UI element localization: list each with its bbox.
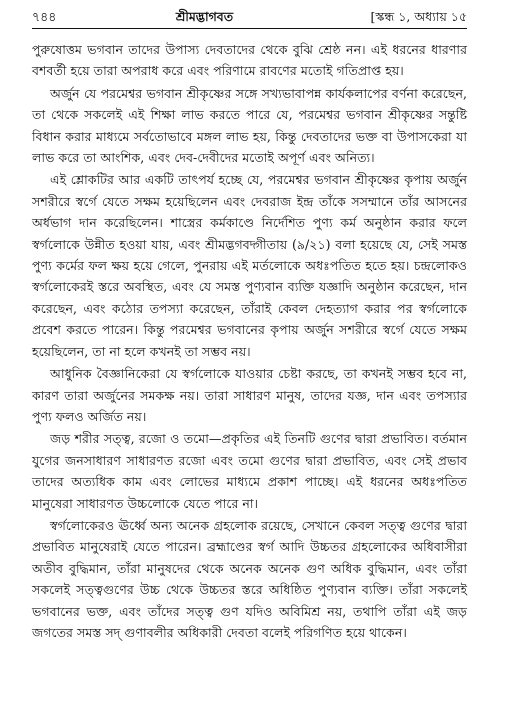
paragraph: স্বর্গলোকেরও ঊর্ধ্বে অন্য অনেক গ্রহলোক রয়েছে, সেখানে কেবল সত্ত্ব গুণের দ্বারা প্রভাবিত মানুষেরাই যেতে পারেন। ব্রহ্মাণ্ডের স্বর্গ আদি উচ্চতর গ্রহলোকের অধিবাসীরা অতীব বুদ্ধিমান, তাঁরা মানুষদের থেকে অনেক অনেক গুণ অধিক বুদ্ধিমান, এবং তাঁরা সকলেই সত্ত্বগুণের উচ্চ থেকে উচ্চতর স্তরে অধিষ্ঠিত পুণ্যবান ব্যক্তি। তাঁরা সকলেই ভগবানের ভক্ত, এবং তাঁদের সত্ত্ব গুণ যদিও অবিমিশ্র নয়, তথাপি তাঁরা এই জড় জগতের সমস্ত সদ্ গুণাবলীর অধিকারী দেবতা বলেই পরিগণিত হয়ে থাকেন। <box>32 517 467 640</box>
canto-chapter-label: [স্কন্ধ ১, অধ্যায় ১৫ <box>370 9 467 24</box>
page-body <box>32 39 467 643</box>
paragraph: পুরুষোত্তম ভগবান তাদের উপাস্য দেবতাদের থেকে বুঝি শ্রেষ্ঠ নন। এই ধরনের ধারণার বশবর্তী হয়ে তারা অপরাধ করে এবং পরিণামে রাবণের মতোই গতিপ্রাপ্ত হয়। <box>32 42 467 79</box>
book-title: শ্রীমদ্ভাগবত <box>175 9 234 24</box>
paragraph: জড় শরীর সত্ত্ব, রজো ও তমো—প্রকৃতির এই তিনটি গুণের দ্বারা প্রভাবিত। বর্তমান যুগের জনসাধারণ সাধারণত রজো এবং তমো গুণের দ্বারা প্রভাবিত, এবং সেই প্রভাব তাদের অত্যধিক কাম এবং লোভের মাধ্যমে প্রকাশ পাচ্ছে। এই ধরনের অধঃপতিত মানুষেরা সাধারণত উচ্চলোকে যেতে পারে না। <box>32 431 467 511</box>
page-header <box>32 8 467 29</box>
page-number: ৭৪৪ <box>32 9 57 24</box>
paragraph: আধুনিক বৈজ্ঞানিকেরা যে স্বর্গলোকে যাওয়ার চেষ্টা করছে, তা কখনই সম্ভব হবে না, কারণ তারা অর্জুনের সমকক্ষ নয়। তারা সাধারণ মানুষ, তাদের যজ্ঞ, দান এবং তপস্যার পুণ্য ফলও অর্জিত নয়। <box>32 366 467 424</box>
paragraph: এই শ্লোকটির আর একটি তাৎপর্য হচ্ছে যে, পরমেশ্বর ভগবান শ্রীকৃষ্ণের কৃপায় অর্জুন সশরীরে স্বর্গে যেতে সক্ষম হয়েছিলেন এবং দেবরাজ ইন্দ্র তাঁকে সসম্মানে তাঁর আসনের অর্ধভাগ দান করেছিলেন। শাস্ত্রের কর্মকাণ্ডে নির্দেশিত পুণ্য কর্ম অনুষ্ঠান করার ফলে স্বর্গলোকে উন্নীত হওয়া যায়, এবং শ্রীমদ্ভগবদ্গীতায় (৯/২১) বলা হয়েছে যে, সেই সমস্ত পুণ্য কর্মের ফল ক্ষয় হয়ে গেলে, পুনরায় এই মর্তলোকে অধঃপতিত হতে হয়। চন্দ্রলোকও স্বর্গলোকেরই স্তরে অবস্থিত, এবং যে সমস্ত পুণ্যবান ব্যক্তি যজ্ঞাদি অনুষ্ঠান করেছেন, দান করেছেন, এবং কঠোর তপস্যা করেছেন, তাঁরাই কেবল দেহত্যাগ করার পর স্বর্গলোকে প্রবেশ করতে পারেন। কিন্তু পরমেশ্বর ভগবানের কৃপায় অর্জুন সশরীরে স্বর্গে যেতে সক্ষম হয়েছিলেন, তা না হলে কখনই তা সম্ভব নয়। <box>32 172 467 359</box>
paragraph: অর্জুন যে পরমেশ্বর ভগবান শ্রীকৃষ্ণের সঙ্গে সখ্যভাবাপন্ন কার্যকলাপের বর্ণনা করেছেন, তা থেকে সকলেই এই শিক্ষা লাভ করতে পারে যে, পরমেশ্বর ভগবান শ্রীকৃষ্ণের সন্তুষ্টি বিধান করার মাধ্যমে সর্বতোভাবে মঙ্গল লাভ হয়, কিন্তু দেবতাদের ভক্ত বা উপাসকেরা যা লাভ করে তা আংশিক, এবং দেব-দেবীদের মতোই অপূর্ণ এবং অনিত্য। <box>32 85 467 166</box>
